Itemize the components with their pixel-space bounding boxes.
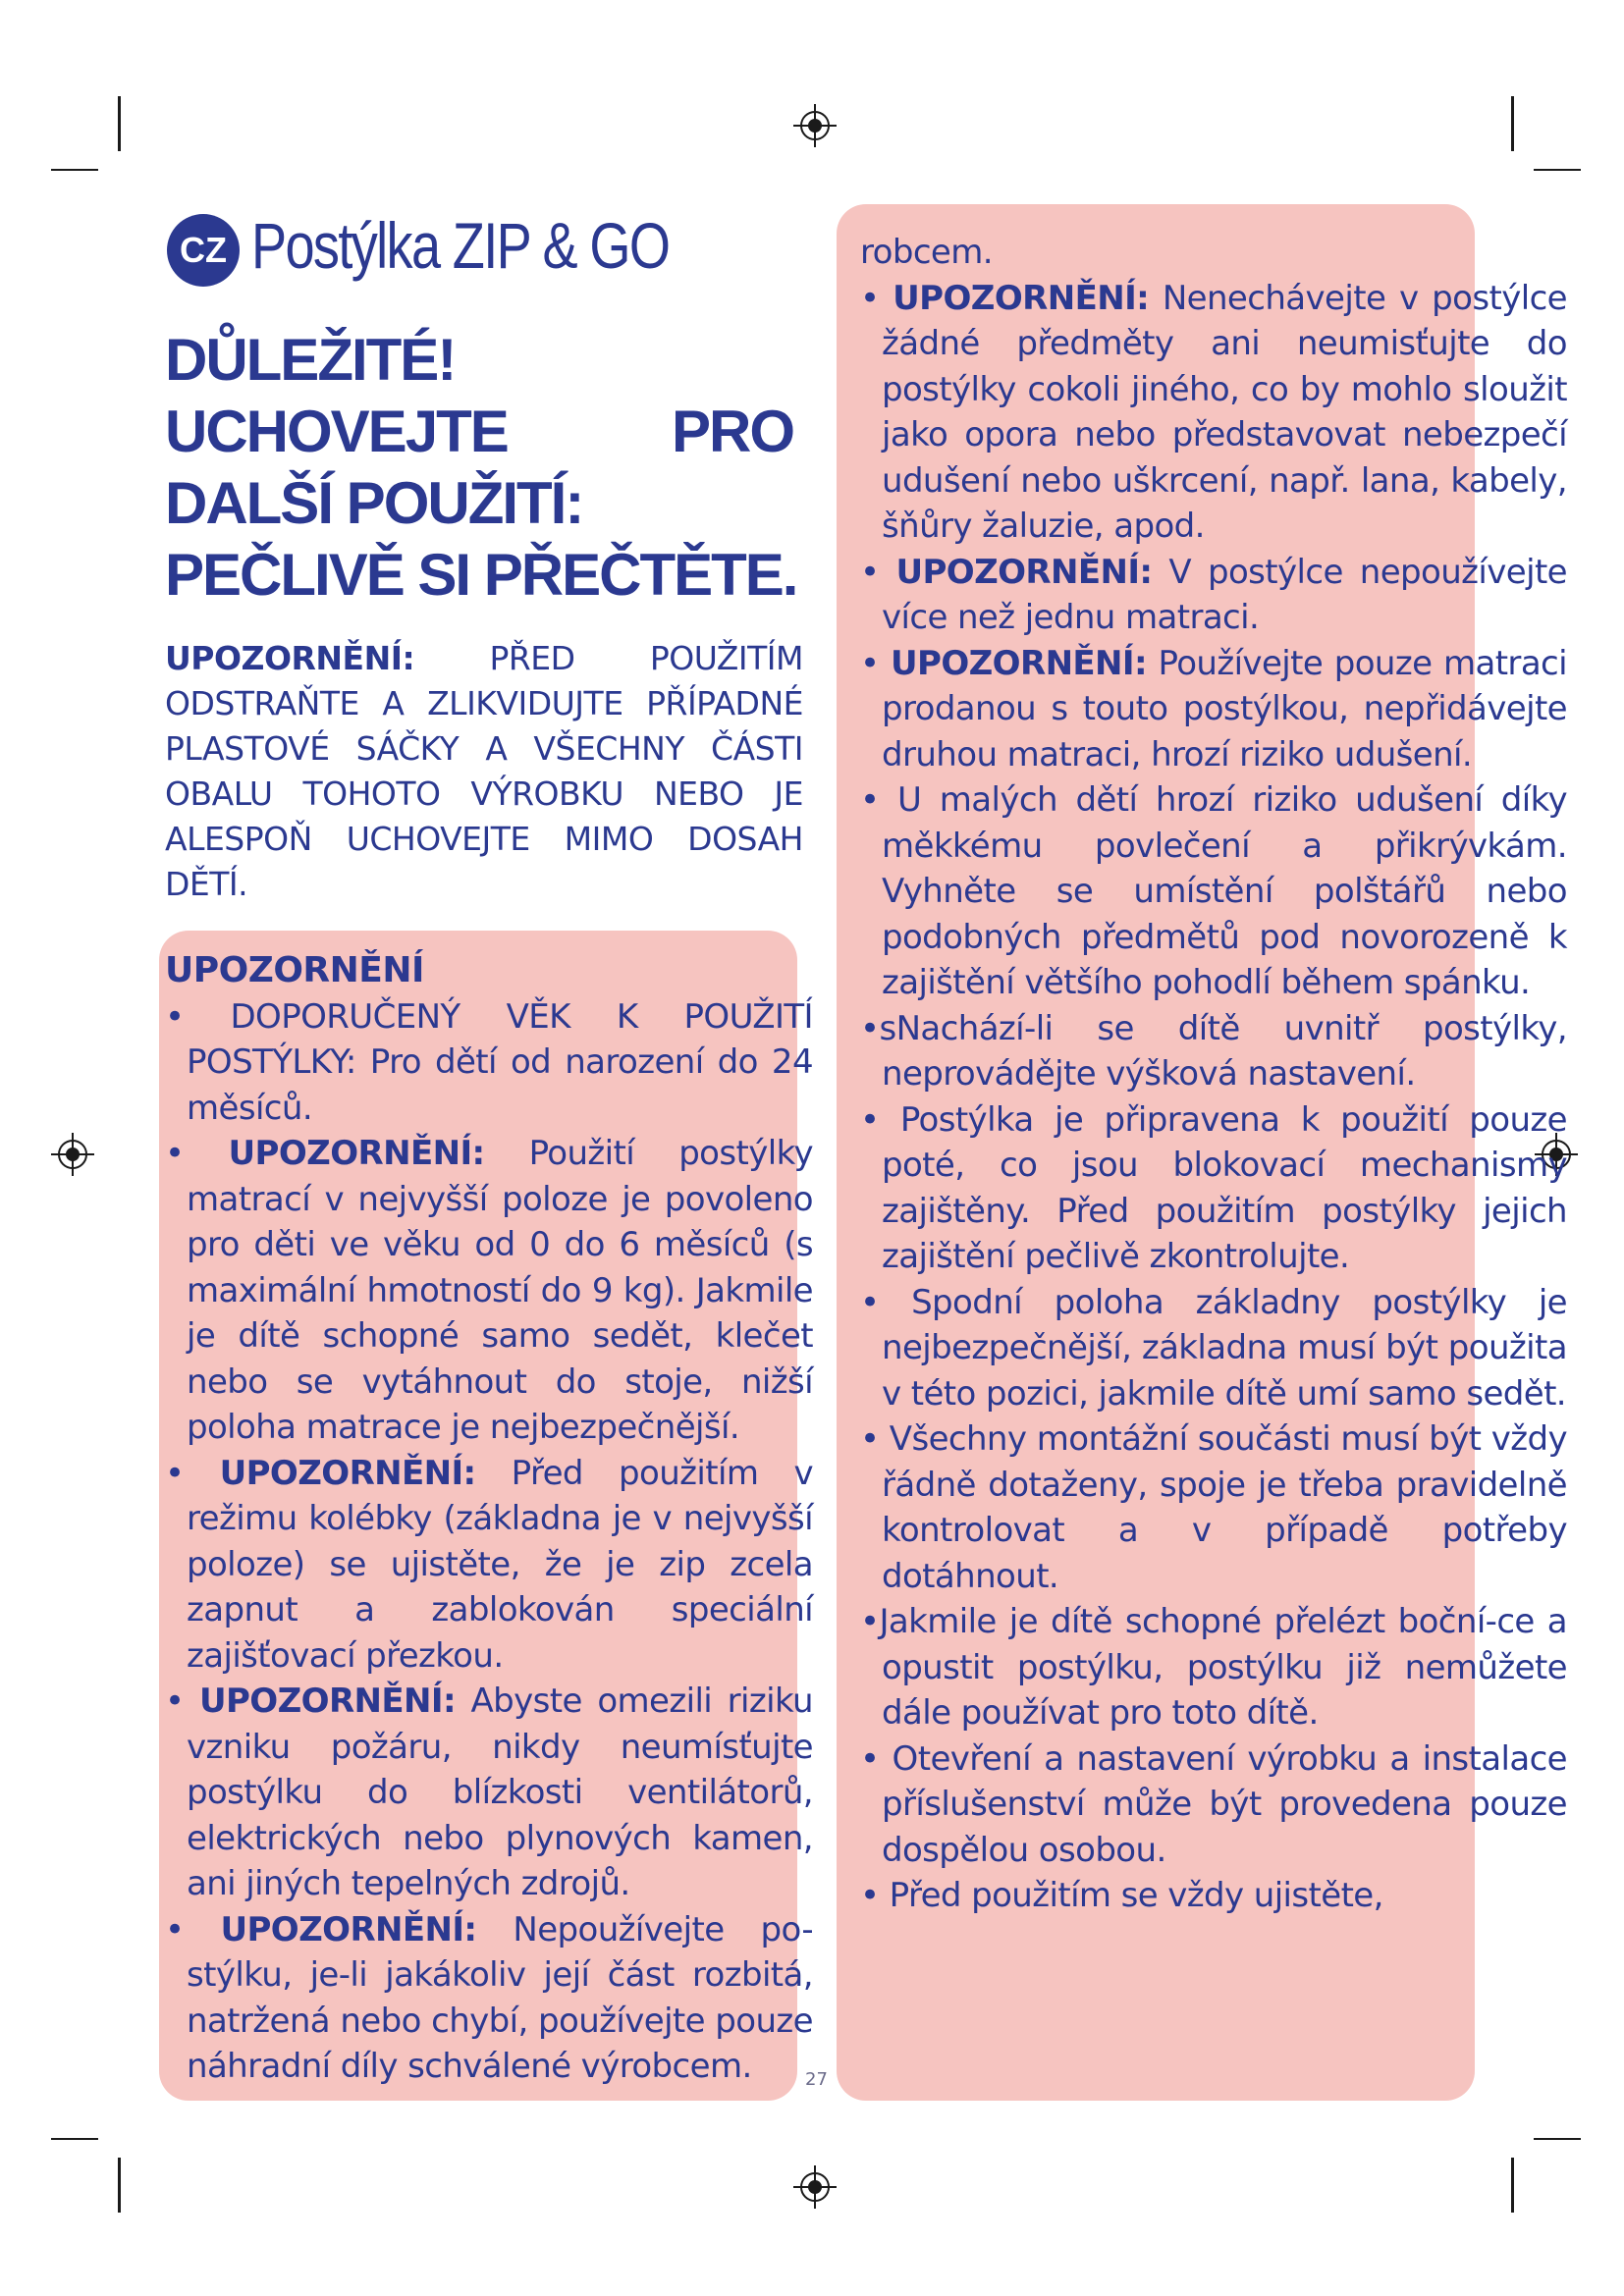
list-item: • Všechny montážní součásti musí být vždy řádně dotaženy, spoje je třeba pravidelně kontrolovat a v případě potřeby dotáhnout. (860, 1419, 1567, 1596)
item-text: Jakmile je dítě schopné přelézt boční-ce a opustit postýlku, postýlku již nemůžete dále používat pro toto dítě. (879, 1602, 1567, 1733)
list-item: • DOPORUČENÝ VĚK K POUŽITÍ POSTÝLKY: Pro dětí od narození do 24 měsíců. (165, 996, 813, 1128)
registration-mark-icon (793, 104, 837, 147)
important-line-4: PEČLIVĚ SI PŘEČTĚTE. (165, 542, 797, 608)
item-label: UPOZORNĚNÍ: (198, 1682, 456, 1721)
page-number: 27 (805, 2069, 828, 2090)
item-label: UPOZORNĚNÍ: (893, 278, 1150, 318)
crop-mark (1534, 169, 1581, 171)
list-item: • Postýlka je připravena k použití pouze poté, co jsou blokovací mechanismy zajištěny. Před použitím postýlky jejich zajištění pečlivě zkontrolujte. (860, 1099, 1567, 1276)
item-text: Před použitím se vždy ujistěte, (889, 1876, 1383, 1915)
important-line-2b: PRO (671, 399, 793, 464)
list-item: •Jakmile je dítě schopné přelézt boční-ce a opustit postýlku, postýlku již nemůžete dále používat pro toto dítě. (860, 1602, 1567, 1733)
item-text: Před použitím v režimu kolébky (základna je v nejvyšší poloze) se ujistěte, že je zip zcela zapnut a zablokován speciální zajišťovací přezkou. (187, 1453, 813, 1676)
item-label: UPOZORNĚNÍ: (228, 1134, 485, 1173)
list-item: • Spodní poloha základny postýlky je nejbezpečnější, základna musí být použita v této pozici, jakmile dítě umí samo sedět. (860, 1282, 1567, 1414)
item-text: U malých dětí hrozí riziko udušení díky měkkému povlečení a přikrývkám. Vyhněte se umístění polštářů nebo podobných předmětů pod novorozeně k zajištění většího pohodlí během spánku. (882, 780, 1567, 1002)
crop-mark (118, 96, 121, 151)
crop-mark (1511, 96, 1514, 151)
important-line-2a: UCHOVEJTE (165, 399, 508, 464)
intro-warning-label: UPOZORNĚNÍ: (165, 639, 415, 677)
item-label: UPOZORNĚNÍ: (891, 643, 1147, 683)
item-text: sNachází-li se dítě uvnitř postýlky, neprovádějte výšková nastavení. (879, 1008, 1567, 1094)
crop-mark (1511, 2158, 1514, 2213)
continuation-text: robcem. (860, 233, 993, 272)
item-text: DOPORUČENÝ VĚK K POUŽITÍ POSTÝLKY: Pro dětí od narození do 24 měsíců. (187, 996, 813, 1128)
crop-mark (1534, 2138, 1581, 2140)
item-label: UPOZORNĚNÍ: (895, 552, 1153, 592)
item-label: UPOZORNĚNÍ: (219, 1453, 476, 1493)
item-text: Nenechávejte v postýlce žádné předměty ani neumisťujte do postýlky cokoli jiného, co by mohlo sloužit jako opora nebo představovat nebezpečí udušení nebo uškrcení, např. lana, kabely, šňůry žaluzie, apod. (882, 278, 1567, 546)
list-item: • UPOZORNĚNÍ: Používejte pouze matraci prodanou s touto postýlkou, nepřidávejte druhou matraci, hrozí riziko udušení. (860, 643, 1567, 774)
list-item: • UPOZORNĚNÍ: Použití postýlky matrací v nejvyšší poloze je povoleno pro děti ve věku od 0 do 6 měsíců (s maximální hmotností do 9 kg). Jakmile je dítě schopné samo sedět, klečet nebo se vytáhnout do stoje, nižší poloha matrace je nejbezpečnější. (165, 1134, 813, 1447)
list-item: • UPOZORNĚNÍ: Před použitím v režimu kolébky (základna je v nejvyšší poloze) se ujistěte, že je zip zcela zapnut a zablokován speciální zajišťovací přezkou. (165, 1453, 813, 1676)
important-heading (165, 324, 797, 611)
item-text: Postýlka je připravena k použití pouze poté, co jsou blokovací mechanismy zajištěny. Před použitím postýlky jejich zajištění pečlivě zkontrolujte. (882, 1099, 1567, 1276)
item-text: V postýlce nepoužívejte více než jednu matraci. (882, 552, 1567, 637)
important-line-2 (165, 396, 793, 467)
crop-mark (51, 169, 98, 171)
product-title: Postýlka ZIP & GO (251, 209, 670, 282)
item-text: Spodní poloha základny postýlky je nejbezpečnější, základna musí být použita v této pozici, jakmile dítě umí samo sedět. (882, 1282, 1567, 1414)
warnings-heading: UPOZORNĚNÍ (165, 950, 424, 990)
item-text: Nepoužívejte po-stýlku, je-li jakákoliv její část rozbitá, natržená nebo chybí, používejte pouze náhradní díly schválené výrobcem. (187, 1909, 813, 2086)
right-column (860, 230, 1567, 1919)
list-item: • U malých dětí hrozí riziko udušení díky měkkému povlečení a přikrývkám. Vyhněte se umístění polštářů nebo podobných předmětů pod novorozeně k zajištění většího pohodlí během spánku. (860, 780, 1567, 1002)
list-item: • UPOZORNĚNÍ: Nenechávejte v postýlce žádné předměty ani neumisťujte do postýlky cokoli jiného, co by mohlo sloužit jako opora nebo představovat nebezpečí udušení nebo uškrcení, např. lana, kabely, šňůry žaluzie, apod. (860, 278, 1567, 546)
left-column (165, 948, 813, 2090)
item-label: UPOZORNĚNÍ: (220, 1909, 477, 1949)
list-item: • UPOZORNĚNÍ: V postýlce nepoužívejte více než jednu matraci. (860, 552, 1567, 637)
important-line-3: DALŠÍ POUŽITÍ: (165, 470, 583, 536)
intro-warning (165, 636, 803, 907)
language-badge: CZ (167, 214, 240, 287)
important-line-1: DŮLEŽITÉ! (165, 327, 456, 393)
item-text: Abyste omezili riziku vzniku požáru, nikdy neumísťujte postýlku do blízkosti ventilátorů, elektrických nebo plynových kamen, ani jiných tepelných zdrojů. (187, 1682, 813, 1903)
registration-mark-icon (793, 2165, 837, 2209)
registration-mark-icon (51, 1133, 94, 1176)
list-item: • UPOZORNĚNÍ: Abyste omezili riziku vzniku požáru, nikdy neumísťujte postýlku do blízkosti ventilátorů, elektrických nebo plynových kamen, ani jiných tepelných zdrojů. (165, 1682, 813, 1903)
list-item: •sNachází-li se dítě uvnitř postýlky, neprovádějte výšková nastavení. (860, 1008, 1567, 1094)
list-item: • Před použitím se vždy ujistěte, (860, 1876, 1383, 1915)
intro-warning-text: PŘED POUŽITÍM ODSTRAŇTE A ZLIKVIDUJTE PŘÍPADNÉ PLASTOVÉ SÁČKY A VŠECHNY ČÁSTI OBALU TOHOTO VÝROBKU NEBO JE ALESPOŇ UCHOVEJTE MIMO DOSAH DĚTÍ. (165, 639, 803, 903)
crop-mark (118, 2158, 121, 2213)
list-item: • UPOZORNĚNÍ: Nepoužívejte po-stýlku, je-li jakákoliv její část rozbitá, natržená nebo chybí, používejte pouze náhradní díly schválené výrobcem. (165, 1909, 813, 2086)
crop-mark (51, 2138, 98, 2140)
item-text: Otevření a nastavení výrobku a instalace příslušenství může být provedena pouze dospělou osobou. (882, 1738, 1567, 1870)
item-text: Použití postýlky matrací v nejvyšší poloze je povoleno pro děti ve věku od 0 do 6 měsíců (s maximální hmotností do 9 kg). Jakmile je dítě schopné samo sedět, klečet nebo se vytáhnout do stoje, nižší poloha matrace je nejbezpečnější. (187, 1134, 813, 1447)
item-text: Používejte pouze matraci prodanou s touto postýlkou, nepřidávejte druhou matraci, hrozí riziko udušení. (882, 643, 1567, 774)
list-item: • Otevření a nastavení výrobku a instalace příslušenství může být provedena pouze dospělou osobou. (860, 1738, 1567, 1870)
item-text: Všechny montážní součásti musí být vždy řádně dotaženy, spoje je třeba pravidelně kontrolovat a v případě potřeby dotáhnout. (882, 1419, 1567, 1596)
